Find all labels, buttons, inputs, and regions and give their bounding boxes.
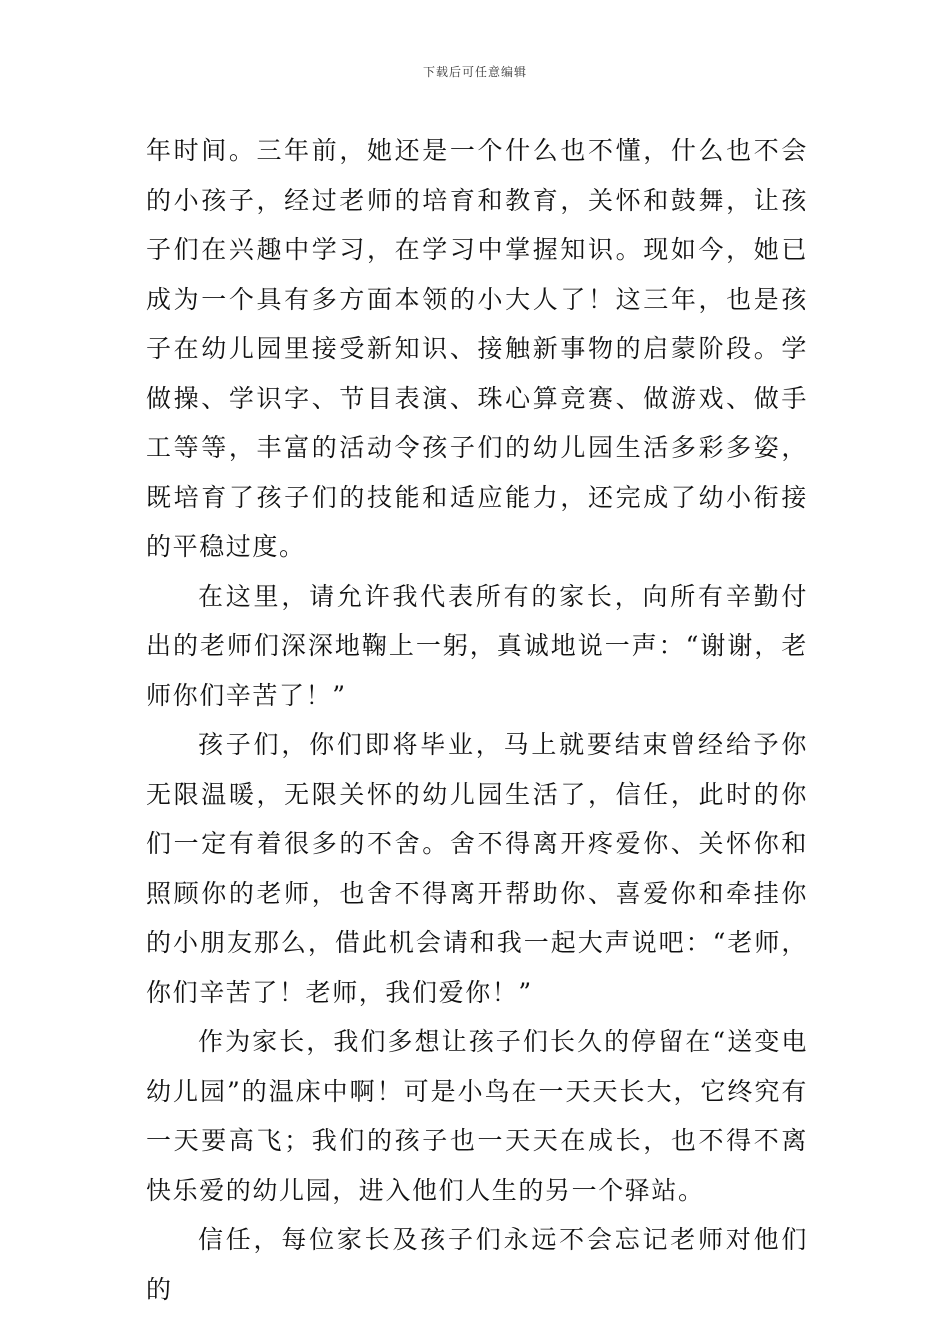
paragraph-never-forget: 信任，每位家长及孩子们永远不会忘记老师对他们的 bbox=[146, 1225, 808, 1304]
paragraph-thanks-teachers: 在这里，请允许我代表所有的家长，向所有辛勤付出的老师们深深地鞠上一躬，真诚地说一声：“谢谢，老师你们辛苦了！” bbox=[146, 581, 808, 710]
paragraph-parents-wish: 作为家长，我们多想让孩子们长久的停留在“送变电幼儿园”的温床中啊！可是小鸟在一天天长大，它终究有一天要高飞；我们的孩子也一天天在成长，也不得不离快乐爱的幼儿园，进入他们人生的另一个驿站。 bbox=[146, 1027, 808, 1205]
paragraph-continuation: 年时间。三年前，她还是一个什么也不懂，什么也不会的小孩子，经过老师的培育和教育，关怀和鼓舞，让孩子们在兴趣中学习，在学习中掌握知识。现如今，她已成为一个具有多方面本领的小大人了！这三年，也是孩子在幼儿园里接受新知识、接触新事物的启蒙阶段。学做操、学识字、节目表演、珠心算竞赛、做游戏、做手工等等，丰富的活动令孩子们的幼儿园生活多彩多姿，既培育了孩子们的技能和适应能力，还完成了幼小衔接的平稳过度。 bbox=[146, 136, 808, 561]
document-body bbox=[146, 126, 808, 1314]
page-header-note: 下载后可任意编辑 bbox=[422, 65, 527, 79]
paragraph-children-graduating: 孩子们，你们即将毕业，马上就要结束曾经给予你无限温暖，无限关怀的幼儿园生活了，信任，此时的你们一定有着很多的不舍。舍不得离开疼爱你、关怀你和照顾你的老师，也舍不得离开帮助你、喜爱你和牵挂你的小朋友那么，借此机会请和我一起大声说吧：“老师，你们辛苦了！老师，我们爱你！” bbox=[146, 730, 808, 1007]
